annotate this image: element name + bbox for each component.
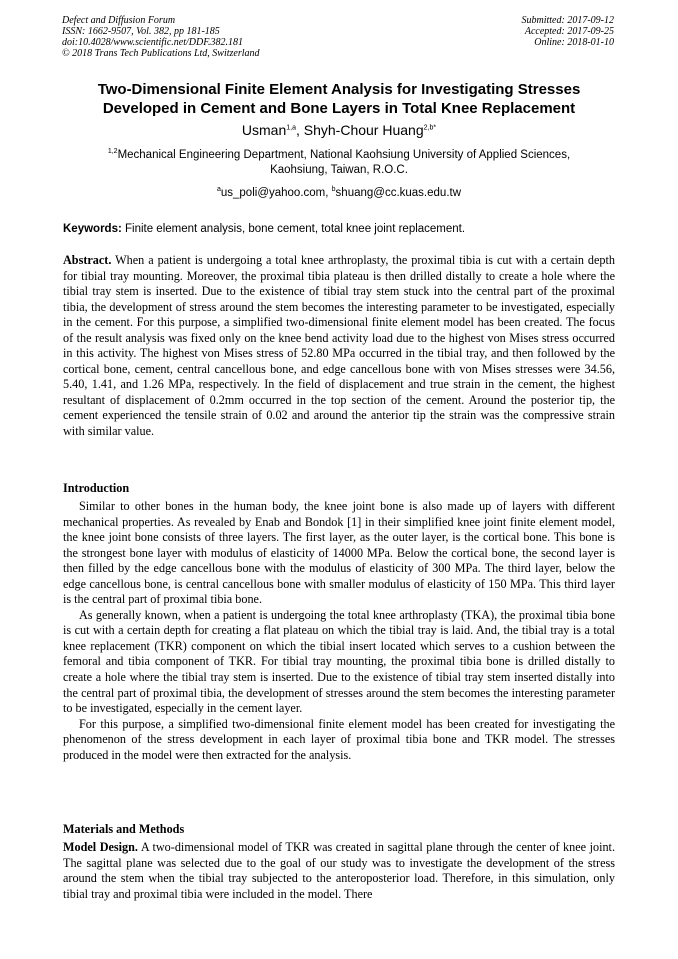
email-a-marker: a (216, 186, 221, 194)
introduction-paragraph: Similar to other bones in the human body, the knee joint bone is also made up of layers with different mechanical properties. As revealed by Enab and Bondok [1] in their simplified knee joint finite element model, the knee joint bone consists of three layers. The first layer, as the outer layer, is the cortical bone. This bone is the strongest bone layer with modulus of elasticity of 14000 MPa. Below the cortical bone, the second layer is then filled by the edge cancellous bone with the modulus of elasticity of 300 MPa. The third layer, below the edge cancellous bone, is central cancellous bone with smaller modulus of elasticity of 150 MPa. This third layer is the central part of proximal tibia bone. (63, 499, 615, 607)
introduction-body (63, 499, 615, 763)
affiliation-marker: 1,2 (107, 148, 118, 156)
email-b[interactable]: shuang@cc.kuas.edu.tw (335, 187, 462, 199)
submitted-date: Submitted: 2017-09-12 (521, 15, 614, 26)
author-separator: , (295, 122, 304, 138)
model-design-subheading: Model Design. (63, 840, 138, 854)
title-line-1: Two-Dimensional Finite Element Analysis for Investigating Stresses (97, 81, 581, 98)
publication-dates (522, 15, 615, 48)
methods-body (63, 840, 615, 902)
keywords-text: Finite element analysis, bone cement, total knee joint replacement. (121, 223, 466, 235)
author-emails (40, 186, 638, 200)
author-2: Shyh-Chour Huang (303, 122, 424, 138)
affiliation (70, 148, 608, 178)
introduction-paragraph: For this purpose, a simplified two-dimensional finite element model has been created for investigating the phenomenon of the stress development in each layer of proximal tibia bone and TKR model. The stresses produced in the model were then extracted for the analysis. (63, 716, 615, 762)
model-design-text: A two-dimensional model of TKR was created in sagittal plane through the center of knee joint. The sagittal plane was selected due to the goal of our study was to investigate the development of the stress around the stem when the tibial tray subjected to the anteroposterior load. Therefore, in this simulation, only tibial tray and proximal tibia were included in the model. There (63, 840, 615, 901)
author-1: Usman (241, 122, 287, 138)
keywords-label: Keywords: (63, 223, 122, 235)
affiliation-line-2: Kaohsiung, Taiwan, R.O.C. (270, 164, 408, 176)
author-list (40, 122, 638, 139)
abstract (63, 253, 615, 440)
email-b-marker: b (331, 186, 336, 194)
journal-copyright: © 2018 Trans Tech Publications Ltd, Switzerland (62, 48, 260, 59)
author-2-marker: 2,b* (423, 124, 437, 132)
abstract-label: Abstract. (63, 253, 112, 267)
journal-issn: ISSN: 1662-9507, Vol. 382, pp 181-185 (62, 26, 220, 37)
introduction-heading: Introduction (63, 481, 130, 495)
abstract-text: When a patient is undergoing a total knee arthroplasty, the proximal tibia is cut with a certain depth for tibial tray mounting. Moreover, the proximal tibia plateau is then drilled distally to create a hole where the tibial tray stem is inserted. Due to the existence of tibial tray stem stuck into the central part of the proximal tibia, the development of stress around the stem becomes the interesting parameter to be investigated, especially in the cement. For this purpose, a simplified two-dimensional finite element model has been created. The focus of the result analysis was fixed only on the knee bend activity load due to the highest von Mises stress occurred in this activity. The highest von Mises stress of 52.80 MPa occurred in the tibial tray, and then followed by the cortical bone, cement, central cancellous bone, and edge cancellous bone with von Mises stresses were 34.56, 5.40, 1.41, and 1.26 MPa, respectively. In the field of displacement and true strain in the cement, the highest resultant of displacement of 0.2mm occurred in the top section of the cement. Around the posterior tip, the cement experienced the tensile strain of 0.02 and around the anterior tip the strain was the compressive strain with similar value. (63, 253, 615, 439)
paper-title (40, 80, 638, 118)
email-a[interactable]: us_poli@yahoo.com, (220, 187, 332, 199)
affiliation-line-1: Mechanical Engineering Department, National Kaohsiung University of Applied Sciences, (117, 149, 571, 161)
accepted-date: Accepted: 2017-09-25 (524, 26, 614, 37)
journal-name: Defect and Diffusion Forum (62, 15, 176, 26)
introduction-paragraph: As generally known, when a patient is undergoing the total knee arthroplasty (TKA), the proximal tibia bone is cut with a certain depth for creating a flat plateau on which the tibial tray is laid. And, the tibial tray is a total knee replacement (TKR) component on which the tibial insert located which serves to a cushion between the femoral and tibia component of TKR. For tibial tray mounting, the proximal tibia bone is drilled distally to create a hole where the tibial tray stem is inserted. Due to the existence of tibial tray stem inserted distally into the central part of proximal tibia, the development of stresses around the stem becomes the interesting parameter to be investigated, especially in the cement layer. (63, 607, 615, 716)
keywords (63, 222, 615, 236)
title-line-2: Developed in Cement and Bone Layers in Total Knee Replacement (102, 100, 576, 117)
journal-info (62, 15, 260, 59)
online-date: Online: 2018-01-10 (534, 37, 614, 48)
journal-doi: doi:10.4028/www.scientific.net/DDF.382.181 (62, 37, 244, 48)
methods-heading: Materials and Methods (63, 822, 185, 836)
author-1-marker: 1,a (286, 124, 296, 132)
